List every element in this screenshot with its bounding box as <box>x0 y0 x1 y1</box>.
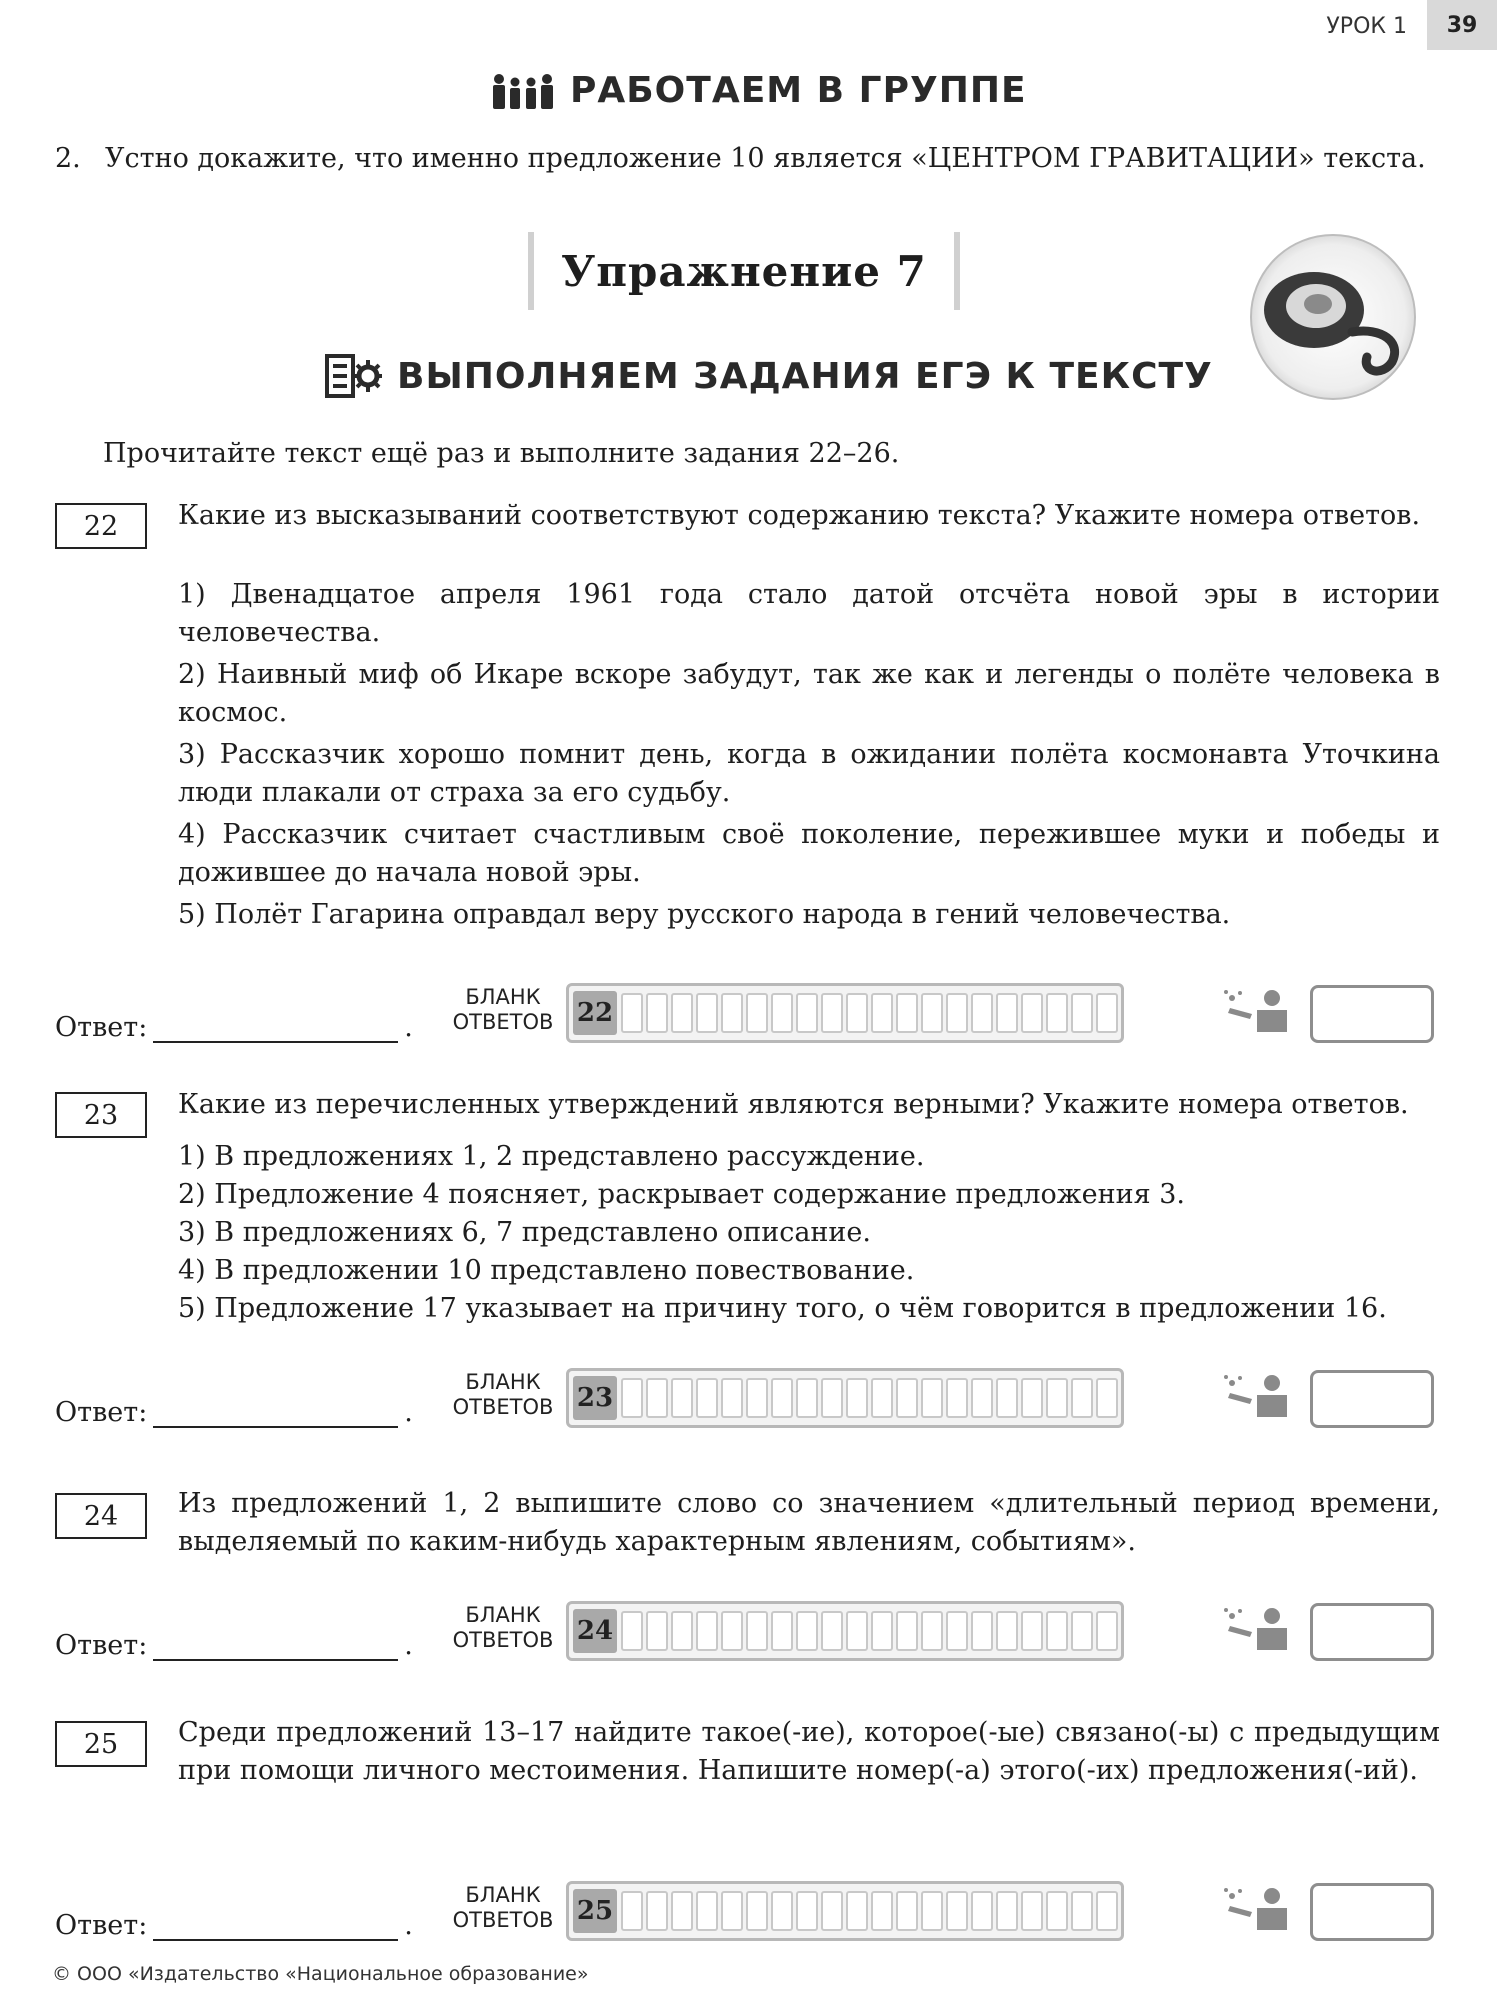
blank-label <box>448 1883 558 1933</box>
student-writing-icon <box>1222 988 1297 1036</box>
answer-cell[interactable] <box>971 1611 993 1651</box>
answer-cell[interactable] <box>696 1891 718 1931</box>
answer-cell[interactable] <box>821 1378 843 1418</box>
blank-label-line1: БЛАНК <box>465 1603 541 1627</box>
question-number-25: 25 <box>55 1721 147 1767</box>
answer-cell[interactable] <box>671 1891 693 1931</box>
answer-cell[interactable] <box>896 1891 918 1931</box>
task-2-number: 2. <box>55 143 81 174</box>
answer-row-23 <box>55 1397 413 1428</box>
task-2-text: Устно докажите, что именно предложение 10 является «ЦЕНТРОМ ГРАВИТАЦИИ» текста. <box>105 143 1426 174</box>
group-section-title: РАБОТАЕМ В ГРУППЕ <box>570 70 1027 111</box>
answer-cell[interactable] <box>846 1378 868 1418</box>
answer-cell[interactable] <box>646 993 668 1033</box>
answer-cell[interactable] <box>721 1611 743 1651</box>
answer-cell[interactable] <box>1021 993 1043 1033</box>
blank-label-line2: ОТВЕТОВ <box>452 1908 554 1932</box>
answer-cell[interactable] <box>896 1378 918 1418</box>
answer-grid-number: 24 <box>573 1609 617 1653</box>
answer-grid[interactable] <box>566 1881 1124 1941</box>
answer-cell[interactable] <box>1071 1611 1093 1651</box>
answer-cell[interactable] <box>821 993 843 1033</box>
answer-cell[interactable] <box>1046 993 1068 1033</box>
blank-label <box>448 1370 558 1420</box>
answer-cell[interactable] <box>846 993 868 1033</box>
answer-cell[interactable] <box>696 1378 718 1418</box>
answer-cell[interactable] <box>996 1378 1018 1418</box>
answer-cell[interactable] <box>1071 1891 1093 1931</box>
blank-label <box>448 985 558 1035</box>
option <box>178 896 1440 934</box>
ege-section-heading <box>325 354 1213 398</box>
answer-cell[interactable] <box>746 1378 768 1418</box>
option <box>178 816 1440 892</box>
answer-cell[interactable] <box>921 1378 943 1418</box>
blank-label-line1: БЛАНК <box>465 1883 541 1907</box>
answer-cell[interactable] <box>1071 993 1093 1033</box>
blank-label-line1: БЛАНК <box>465 985 541 1009</box>
answer-cell[interactable] <box>621 1611 643 1651</box>
answer-box[interactable] <box>1310 985 1434 1043</box>
answer-line[interactable] <box>153 1911 398 1941</box>
answer-cell[interactable] <box>821 1891 843 1931</box>
answer-cell[interactable] <box>1071 1378 1093 1418</box>
answer-cell[interactable] <box>696 1611 718 1651</box>
answer-cell[interactable] <box>1096 993 1118 1033</box>
question-text-22: Какие из высказываний соответствуют содержанию текста? Укажите номера ответов. <box>178 500 1421 531</box>
answer-cell[interactable] <box>821 1611 843 1651</box>
question-text-23: Какие из перечисленных утверждений являются верными? Укажите номера ответов. <box>178 1089 1409 1120</box>
task-2 <box>55 140 1435 178</box>
answer-cell[interactable] <box>921 1891 943 1931</box>
option-text: 4) В предложении 10 представлено повествование. <box>178 1255 915 1286</box>
answer-grid-number: 25 <box>573 1889 617 1933</box>
blank-label-line2: ОТВЕТОВ <box>452 1395 554 1419</box>
document-gear-icon <box>325 354 383 398</box>
answer-cell[interactable] <box>871 1611 893 1651</box>
answer-cell[interactable] <box>1096 1378 1118 1418</box>
answer-line[interactable] <box>153 1398 398 1428</box>
answer-label: Ответ: <box>55 1630 148 1661</box>
option-text: 1) Двенадцатое апреля 1961 года стало датой отсчёта новой эры в истории человечества. <box>178 579 1440 648</box>
answer-cell[interactable] <box>1021 1611 1043 1651</box>
answer-label: Ответ: <box>55 1397 148 1428</box>
option-text: 1) В предложениях 1, 2 представлено рассуждение. <box>178 1141 925 1172</box>
answer-cell[interactable] <box>796 1611 818 1651</box>
answer-cell[interactable] <box>646 1891 668 1931</box>
answer-box[interactable] <box>1310 1883 1434 1941</box>
answer-cell[interactable] <box>846 1611 868 1651</box>
question-text-25: Среди предложений 13–17 найдите такое(-ие), которое(-ые) связано(-ы) с предыдущим при помощи личного местоимения. Напишите номер(-а) этого(-их) предложения(-ий). <box>178 1717 1440 1786</box>
answer-cell[interactable] <box>771 1891 793 1931</box>
answer-label: Ответ: <box>55 1012 148 1043</box>
blank-label-line2: ОТВЕТОВ <box>452 1010 554 1034</box>
answer-cell[interactable] <box>1096 1611 1118 1651</box>
answer-cell[interactable] <box>621 1891 643 1931</box>
page-number: 39 <box>1427 0 1497 50</box>
answer-box[interactable] <box>1310 1603 1434 1661</box>
answer-dot: . <box>404 1630 413 1661</box>
lesson-label: УРОК 1 <box>1326 14 1407 39</box>
answer-cell[interactable] <box>896 993 918 1033</box>
option-text: 3) Рассказчик хорошо помнит день, когда в ожидании полёта космонавта Уточкина люди плакали от страха за его судьбу. <box>178 739 1440 808</box>
option <box>178 656 1440 732</box>
option-text: 3) В предложениях 6, 7 представлено описание. <box>178 1217 871 1248</box>
answer-line[interactable] <box>153 1631 398 1661</box>
answer-line[interactable] <box>153 1013 398 1043</box>
answer-cell[interactable] <box>896 1611 918 1651</box>
option <box>178 1290 1440 1328</box>
option <box>178 1176 1440 1214</box>
blank-label-line2: ОТВЕТОВ <box>452 1628 554 1652</box>
answer-grid-cells[interactable] <box>621 1611 1121 1651</box>
answer-cell[interactable] <box>671 993 693 1033</box>
answer-grid[interactable] <box>566 1368 1124 1428</box>
answer-cell[interactable] <box>796 993 818 1033</box>
answer-cell[interactable] <box>996 993 1018 1033</box>
footer-copyright: © ООО «Издательство «Национальное образование» <box>52 1963 589 1985</box>
answer-dot: . <box>404 1397 413 1428</box>
answer-cell[interactable] <box>1046 1378 1068 1418</box>
option-text: 5) Полёт Гагарина оправдал веру русского народа в гений человечества. <box>178 899 1231 930</box>
question-number-23: 23 <box>55 1092 147 1138</box>
student-writing-icon <box>1222 1373 1297 1421</box>
answer-cell[interactable] <box>1096 1891 1118 1931</box>
answer-cell[interactable] <box>996 1611 1018 1651</box>
answer-cell[interactable] <box>946 993 968 1033</box>
answer-grid[interactable] <box>566 983 1124 1043</box>
answer-cell[interactable] <box>871 1891 893 1931</box>
blank-label <box>448 1603 558 1653</box>
answer-dot: . <box>404 1910 413 1941</box>
apple-peel-icon <box>1232 232 1434 402</box>
answer-cell[interactable] <box>696 993 718 1033</box>
answer-cell[interactable] <box>796 1891 818 1931</box>
answer-cell[interactable] <box>946 1611 968 1651</box>
option-text: 4) Рассказчик считает счастливым своё поколение, пережившее муки и победы и дожившее до начала новой эры. <box>178 819 1440 888</box>
student-writing-icon <box>1222 1606 1297 1654</box>
answer-cell[interactable] <box>771 993 793 1033</box>
answer-cell[interactable] <box>921 993 943 1033</box>
option-text: 2) Предложение 4 поясняет, раскрывает содержание предложения 3. <box>178 1179 1185 1210</box>
option <box>178 1252 1440 1290</box>
answer-cell[interactable] <box>796 1378 818 1418</box>
answer-cell[interactable] <box>721 1891 743 1931</box>
answer-dot: . <box>404 1012 413 1043</box>
answer-cell[interactable] <box>921 1611 943 1651</box>
question-number-24: 24 <box>55 1493 147 1539</box>
answer-cell[interactable] <box>846 1891 868 1931</box>
answer-grid-cells[interactable] <box>621 1891 1121 1931</box>
option-text: 5) Предложение 17 указывает на причину того, о чём говорится в предложении 16. <box>178 1293 1387 1324</box>
answer-cell[interactable] <box>646 1611 668 1651</box>
answer-row-22 <box>55 1012 413 1043</box>
answer-cell[interactable] <box>721 1378 743 1418</box>
option <box>178 576 1440 652</box>
answer-grid[interactable] <box>566 1601 1124 1661</box>
answer-cell[interactable] <box>671 1378 693 1418</box>
ege-section-title: ВЫПОЛНЯЕМ ЗАДАНИЯ ЕГЭ К ТЕКСТУ <box>397 355 1213 397</box>
question-number-22: 22 <box>55 503 147 549</box>
answer-cell[interactable] <box>646 1378 668 1418</box>
answer-cell[interactable] <box>946 1378 968 1418</box>
answer-cell[interactable] <box>996 1891 1018 1931</box>
answer-cell[interactable] <box>1021 1378 1043 1418</box>
answer-cell[interactable] <box>621 1378 643 1418</box>
answer-cell[interactable] <box>746 1891 768 1931</box>
answer-cell[interactable] <box>971 993 993 1033</box>
answer-cell[interactable] <box>671 1611 693 1651</box>
question-text-24: Из предложений 1, 2 выпишите слово со значением «длительный период времени, выделяемый по каким-нибудь характерным явлениям, событиям». <box>178 1488 1440 1557</box>
options-22 <box>178 576 1440 938</box>
option <box>178 1214 1440 1252</box>
answer-box[interactable] <box>1310 1370 1434 1428</box>
answer-cell[interactable] <box>771 1378 793 1418</box>
answer-grid-cells[interactable] <box>621 1378 1121 1418</box>
group-section-heading <box>490 70 1027 111</box>
option <box>178 736 1440 812</box>
answer-cell[interactable] <box>1046 1891 1068 1931</box>
answer-cell[interactable] <box>721 993 743 1033</box>
answer-cell[interactable] <box>621 993 643 1033</box>
answer-cell[interactable] <box>746 1611 768 1651</box>
answer-cell[interactable] <box>871 1378 893 1418</box>
answer-row-25 <box>55 1910 413 1941</box>
group-people-icon <box>490 72 556 110</box>
option <box>178 1138 1440 1176</box>
student-writing-icon <box>1222 1886 1297 1934</box>
intro-text: Прочитайте текст ещё раз и выполните задания 22–26. <box>103 438 900 469</box>
answer-cell[interactable] <box>1046 1611 1068 1651</box>
options-23 <box>178 1138 1440 1328</box>
answer-grid-number: 23 <box>573 1376 617 1420</box>
answer-grid-cells[interactable] <box>621 993 1121 1033</box>
answer-cell[interactable] <box>1021 1891 1043 1931</box>
exercise-title: Упражнение 7 <box>528 232 960 310</box>
option-text: 2) Наивный миф об Икаре вскоре забудут, так же как и легенды о полёте человека в космос. <box>178 659 1440 728</box>
answer-cell[interactable] <box>871 993 893 1033</box>
answer-cell[interactable] <box>746 993 768 1033</box>
answer-row-24 <box>55 1630 413 1661</box>
answer-cell[interactable] <box>971 1891 993 1931</box>
answer-label: Ответ: <box>55 1910 148 1941</box>
blank-label-line1: БЛАНК <box>465 1370 541 1394</box>
answer-cell[interactable] <box>971 1378 993 1418</box>
answer-cell[interactable] <box>771 1611 793 1651</box>
answer-grid-number: 22 <box>573 991 617 1035</box>
answer-cell[interactable] <box>946 1891 968 1931</box>
